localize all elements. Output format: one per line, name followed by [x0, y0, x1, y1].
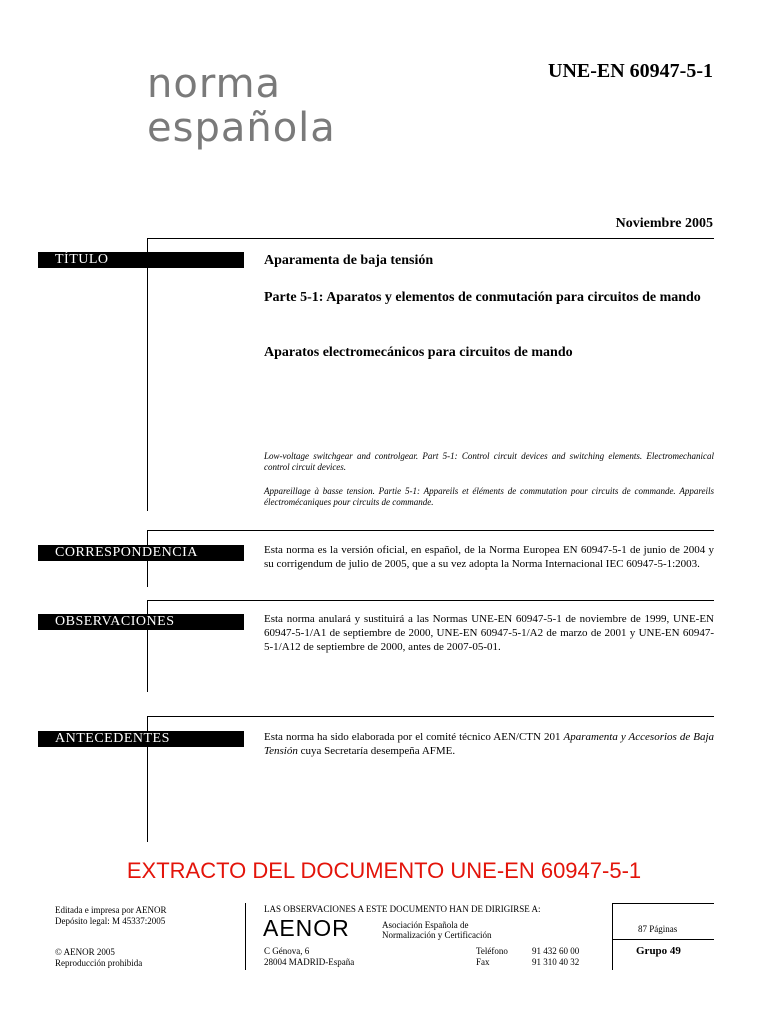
antecedentes-committee: Aparamenta y Accesorios de Baja Tensión — [264, 731, 714, 757]
label-correspondencia: CORRESPONDENCIA — [38, 545, 244, 561]
publication-date: Noviembre 2005 — [615, 216, 713, 231]
antecedentes-text-b: cuya Secretaría desempeña AFME. — [297, 745, 456, 757]
footer-copyright: © AENOR 2005 — [55, 947, 115, 957]
antecedentes-text — [264, 730, 714, 758]
footer-fax: 91 310 40 32 — [532, 957, 580, 967]
footer-address-1: C Génova, 6 — [264, 946, 310, 956]
label-titulo: TÍTULO — [38, 252, 244, 268]
label-antecedentes: ANTECEDENTES — [38, 731, 244, 747]
title-part: Parte 5-1: Aparatos y elementos de conmutación para circuitos de mando — [264, 290, 701, 305]
footer-address-2: 28004 MADRID-España — [264, 957, 355, 967]
footer-divider-right — [612, 903, 613, 970]
label-observaciones: OBSERVACIONES — [38, 614, 244, 630]
observaciones-text: Esta norma anulará y sustituirá a las Normas UNE-EN 60947-5-1 de noviembre de 1999, UNE-EN 60947-5-1/A1 de septiembre de 2000, UNE-EN 60947-5-1/A2 de marzo de 2001 y UNE-EN 60947-5-1/A12 de septiembre de 2000, antes de 2007-05-01. — [264, 613, 714, 653]
footer-fax-label: Fax — [476, 957, 490, 967]
footer-box-top — [612, 903, 714, 904]
correspondencia-text: Esta norma es la versión oficial, en español, de la Norma Europea EN 60947-5-1 de junio de 2004 y su corrigendum de julio de 2005, que a su vez adopta la Norma Internacional IEC 60947-5-1:2003. — [264, 544, 714, 570]
rule-top-correspondencia — [147, 530, 714, 531]
antecedentes-text-a: Esta norma ha sido elaborada por el comité técnico AEN/CTN 201 — [264, 731, 564, 743]
aenor-logo: AENOR — [263, 915, 350, 941]
title-english: Low-voltage switchgear and controlgear. Part 5-1: Control circuit devices and switching elements. Electromechanical control circuit devices. — [264, 451, 714, 472]
rule-top-titulo — [147, 238, 714, 239]
footer-phone: 91 432 60 00 — [532, 946, 580, 956]
footer-divider-left — [245, 903, 246, 970]
brand-line-2: española — [147, 105, 336, 151]
title-main: Aparamenta de baja tensión — [264, 253, 434, 268]
footer-assoc-2: Normalización y Certificación — [382, 930, 492, 940]
extract-banner: EXTRACTO DEL DOCUMENTO UNE-EN 60947-5-1 — [126, 858, 642, 883]
footer-edited: Editada e impresa por AENOR — [55, 905, 167, 915]
footer-box-mid — [612, 939, 714, 940]
rule-top-observaciones — [147, 600, 714, 601]
standard-code: UNE-EN 60947-5-1 — [548, 60, 713, 82]
title-sub: Aparatos electromecánicos para circuitos de mando — [264, 345, 573, 360]
footer-assoc-1: Asociación Española de — [382, 920, 469, 930]
footer-notice: LAS OBSERVACIONES A ESTE DOCUMENTO HAN DE DIRIGIRSE A: — [264, 904, 541, 914]
footer-deposit: Depósito legal: M 45337:2005 — [55, 916, 166, 926]
rule-vertical-titulo — [147, 238, 148, 511]
rule-top-antecedentes — [147, 716, 714, 717]
footer-reproduction: Reproducción prohibida — [55, 958, 143, 968]
footer-group: Grupo 49 — [636, 945, 681, 957]
brand-line-1: norma — [147, 61, 282, 107]
footer-phone-label: Teléfono — [476, 946, 508, 956]
footer-pages: 87 Páginas — [638, 924, 678, 934]
title-french: Appareillage à basse tension. Partie 5-1: Appareils et éléments de commutation pour circuits de commande. Appareils électromécaniques pour circuits de commande. — [264, 486, 714, 507]
